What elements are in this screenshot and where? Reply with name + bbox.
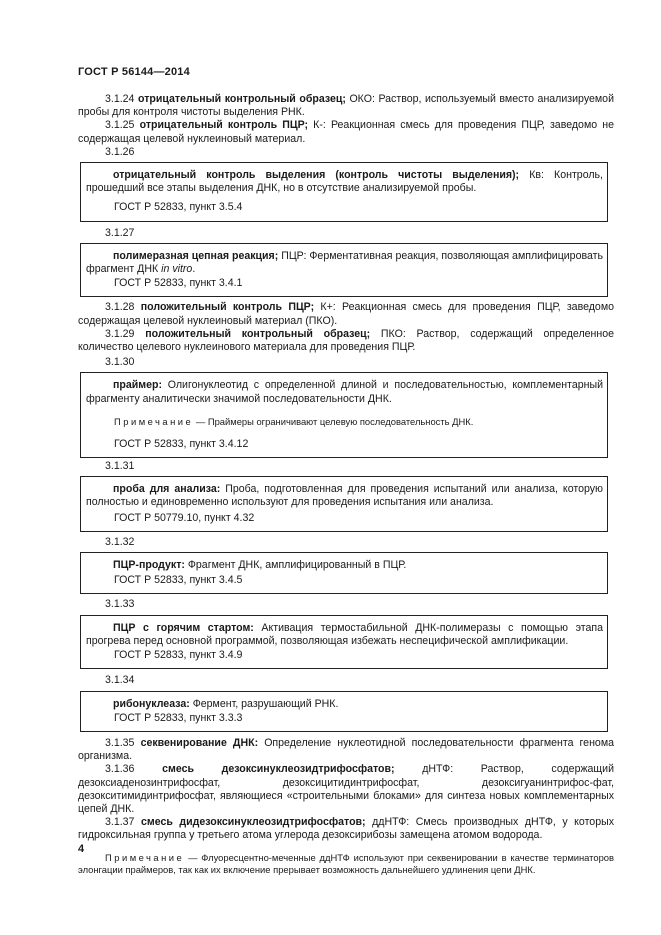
term-box — [80, 162, 608, 222]
term-entry — [78, 301, 614, 327]
term-definition: дНТФ: Раствор, содержащий дезоксиаденозинтрифосфат, дезоксицитидинтрифосфат, дезоксигуанинтрифос-фат, дезокситимидинтрифосфат, являющиеся «строительными блоками» для синтеза новых комплементарных цепей ДНК. — [78, 763, 614, 815]
term-entry — [78, 119, 614, 145]
term-reference: ГОСТ Р 52833, пункт 3.4.1 — [114, 277, 243, 290]
term-definition: Проба, подготовленная для проведения испытаний или анализа, которую полностью и единовременно используют для проведения испытания или анализа. — [86, 483, 603, 509]
term-definition: К-: Реакционная смесь для проведения ПЦР, заведомо не содержащая целевой нуклеиновый материал. — [78, 119, 614, 145]
term-definition: Кв: Контроль, прошедший все этапы выделения ДНК, но в отсутствие анализируемой пробы. — [86, 169, 603, 195]
term-definition-end: . — [192, 263, 196, 276]
term-number: 3.1.30 — [105, 356, 135, 369]
term-entry — [86, 622, 603, 648]
term-title: ПЦР-продукт: — [113, 559, 185, 572]
term-definition: Олигонуклеотид с определенной длиной и последовательностью, комплементарный фрагменту аналитически значимой последовательности ДНК. — [86, 379, 603, 405]
term-title: секвенирование ДНК: — [140, 736, 259, 749]
term-entry — [78, 328, 614, 354]
term-title: проба для анализа: — [113, 483, 221, 496]
note-label: Примечание — [105, 851, 185, 863]
term-note — [78, 852, 614, 876]
term-number: 3.1.34 — [105, 674, 135, 687]
term-number: 3.1.25 — [105, 119, 135, 132]
term-definition: Активация термостабильной ДНК-полимеразы с помощью этапа прогрева перед основной программой, позволяющая избежать неспецифической амплификации. — [86, 621, 603, 647]
term-number: 3.1.35 — [105, 736, 135, 749]
term-number: 3.1.29 — [105, 327, 135, 340]
page-number: 4 — [78, 843, 85, 855]
note-label: Примечание — [114, 415, 194, 427]
term-title: отрицательный контроль ПЦР; — [139, 119, 309, 132]
document-body — [78, 93, 614, 876]
term-definition: Фермент, разрушающий РНК. — [189, 697, 339, 710]
term-definition: Фрагмент ДНК, амплифицированный в ПЦР. — [184, 559, 407, 572]
term-entry — [86, 169, 603, 195]
term-number: 3.1.27 — [105, 226, 135, 239]
term-entry — [86, 559, 603, 572]
term-title: смесь дидезоксинуклеозидтрифосфатов; — [141, 816, 366, 829]
term-number: 3.1.37 — [105, 816, 135, 829]
term-number: 3.1.28 — [105, 301, 135, 314]
term-entry — [78, 737, 614, 763]
term-definition: ПЦР: Ферментативная реакция, позволяющая амплифицировать фрагмент ДНК — [86, 249, 604, 276]
term-note — [86, 416, 603, 428]
term-reference: ГОСТ Р 52833, пункт 3.5.4 — [114, 201, 243, 214]
term-title: рибонуклеаза: — [113, 697, 190, 710]
term-title: ПЦР с горячим стартом: — [113, 621, 254, 634]
term-definition: ддНТФ: Смесь производных дНТФ, у которых гидроксильная группа у третьего атома углерода дезоксирибозы замещена атомом водорода. — [78, 816, 614, 842]
term-entry — [78, 816, 614, 842]
term-entry — [86, 250, 603, 276]
term-box — [80, 476, 608, 532]
note-text: — Праймеры ограничивают целевую последовательность ДНК. — [193, 415, 474, 427]
term-title: полимеразная цепная реакция; — [113, 249, 279, 262]
document-header: ГОСТ Р 56144—2014 — [78, 66, 190, 78]
term-definition: Определение нуклеотидной последовательности фрагмента генома организма. — [78, 736, 614, 763]
term-number: 3.1.31 — [105, 460, 135, 473]
term-definition: ПКО: Раствор, содержащий определенное количество целевого нуклеинового материала для проведения ПЦР. — [78, 327, 614, 354]
term-entry — [86, 698, 603, 711]
term-title: положительный контрольный образец; — [145, 327, 371, 340]
term-number: 3.1.33 — [105, 598, 135, 611]
term-reference: ГОСТ Р 52833, пункт 3.4.12 — [114, 437, 249, 450]
term-reference: ГОСТ Р 52833, пункт 3.4.5 — [114, 574, 243, 587]
term-definition-italic: in vitro — [161, 263, 193, 276]
term-number: 3.1.26 — [105, 145, 135, 158]
term-box — [80, 552, 608, 594]
term-entry — [78, 93, 614, 119]
term-reference: ГОСТ Р 52833, пункт 3.4.9 — [114, 649, 243, 662]
term-number: 3.1.32 — [105, 535, 135, 548]
term-box — [80, 691, 608, 732]
term-title: праймер: — [113, 379, 163, 392]
term-title: смесь дезоксинуклеозидтрифосфатов; — [162, 763, 395, 776]
term-definition: К+: Реакционная смесь для проведения ПЦР, заведомо содержащая целевой нуклеиновый материал (ПКО). — [78, 301, 614, 327]
term-definition: ОКО: Раствор, используемый вместо анализируемой пробы для контроля чистоты выделения РНК. — [78, 93, 614, 119]
term-title: отрицательный контрольный образец; — [138, 93, 346, 105]
term-number: 3.1.36 — [105, 763, 135, 776]
term-entry — [78, 763, 614, 816]
term-title: положительный контроль ПЦР; — [140, 301, 315, 314]
term-title: отрицательный контроль выделения (контроль чистоты выделения); — [113, 169, 520, 182]
term-reference: ГОСТ Р 50779.10, пункт 4.32 — [114, 511, 255, 524]
term-box — [80, 243, 608, 298]
term-number: 3.1.24 — [105, 93, 135, 105]
note-text: — Флуоресцентно-меченные ддНТФ используют при секвенировании в качестве терминаторов элонгации праймеров, так как их включение прерывает возможность дальнейшего удлинения цепи ДНК. — [78, 851, 614, 875]
term-reference: ГОСТ Р 52833, пункт 3.3.3 — [114, 711, 243, 724]
term-entry — [86, 483, 603, 509]
term-entry — [86, 379, 603, 405]
term-box — [80, 372, 608, 458]
term-box — [80, 615, 608, 670]
